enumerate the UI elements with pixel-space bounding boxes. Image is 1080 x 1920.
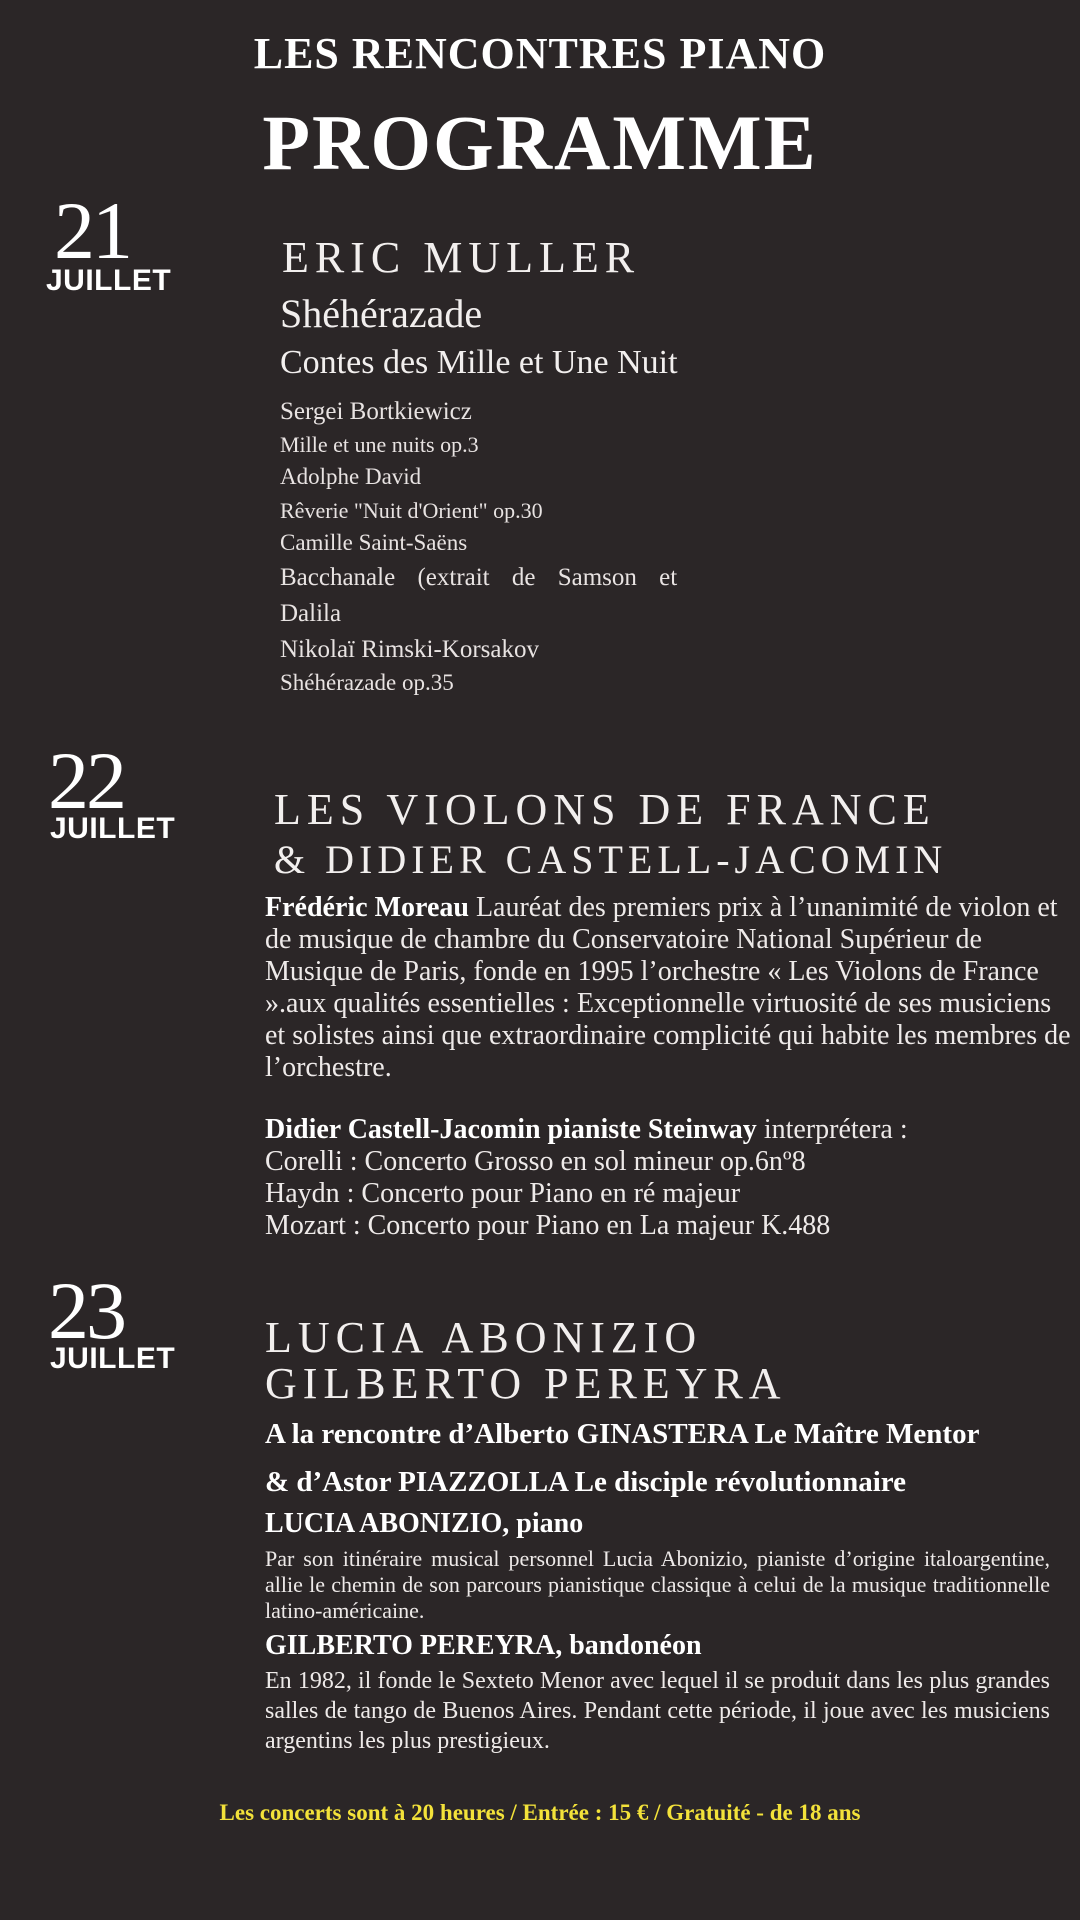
event-headline-1: A la rencontre d’Alberto GINASTERA Le Maître Mentor: [265, 1418, 980, 1450]
soloist-intro: interprétera :: [763, 1114, 908, 1145]
event-subtitle: Contes des Mille et Une Nuit: [280, 344, 678, 381]
performer-title: LUCIA ABONIZIO, piano: [265, 1508, 584, 1539]
page-title: PROGRAMME: [262, 99, 818, 186]
performer-bio: Lauréat des premiers prix à l’unanimité de violon et de musique de chambre du Conservatoire National Supérieur de Musique de Paris, fonde en 1995 l’orchestre « Les Violons de France ».aux qualités essentielles : Exceptionnelle virtuosité de ses musiciens et solistes ainsi que extraordinaire complicité qui habite les membres de l’orchestre.: [265, 892, 1071, 1083]
performer-name: Frédéric Moreau: [265, 892, 469, 923]
event-artist: ERIC MULLER: [282, 233, 641, 282]
event-day: 22: [48, 735, 124, 826]
event-artist-line2: GILBERTO PEREYRA: [265, 1359, 787, 1408]
performer-bio: Par son itinéraire musical personnel Lucia Abonizio, pianiste d’origine italoargentine, allie le chemin de son parcours pianistique classique à celui de la musique traditionnelle latino-américaine.: [265, 1546, 1050, 1623]
event-day: 21: [54, 185, 130, 276]
event-title: Shéhérazade: [280, 291, 483, 336]
event-month: JUILLET: [46, 264, 172, 297]
program-line: Sergei Bortkiewicz: [280, 398, 472, 425]
event-month: JUILLET: [50, 1342, 176, 1375]
program-line: Bacchanale (extrait de Samson et: [280, 564, 678, 591]
program-line: Camille Saint-Saëns: [280, 530, 468, 555]
event-program: [280, 398, 710, 700]
event-headline-2: & d’Astor PIAZZOLLA Le disciple révolutionnaire: [265, 1466, 906, 1498]
event-artist-line1: LES VIOLONS DE FRANCE: [274, 785, 936, 834]
event-works: [265, 1146, 1055, 1242]
program-line: Rêverie "Nuit d'Orient" op.30: [280, 498, 543, 523]
footer-info: Les concerts sont à 20 heures / Entrée : 15 € / Gratuité - de 18 ans: [219, 1800, 861, 1825]
header-title: LES RENCONTRES PIANO: [253, 29, 827, 78]
work-item: Haydn : Concerto pour Piano en ré majeur: [265, 1178, 741, 1209]
program-line: Nikolaï Rimski-Korsakov: [280, 636, 540, 663]
program-line: Dalila: [280, 600, 342, 627]
performer-title: GILBERTO PEREYRA, bandonéon: [265, 1630, 702, 1661]
program-line: Adolphe David: [280, 464, 422, 489]
event-program-intro: [265, 1114, 1055, 1146]
program-line: Shéhérazade op.35: [280, 670, 454, 695]
event-month: JUILLET: [50, 812, 176, 845]
soloist-name: Didier Castell-Jacomin pianiste Steinway: [265, 1114, 757, 1145]
event-description: [265, 892, 1073, 1084]
program-line: Mille et une nuits op.3: [280, 432, 479, 457]
work-item: Mozart : Concerto pour Piano en La majeur K.488: [265, 1210, 831, 1241]
event-artist-line2: & DIDIER CASTELL-JACOMIN: [274, 837, 948, 882]
event-day: 23: [48, 1265, 124, 1356]
event-artist-line1: LUCIA ABONIZIO: [265, 1313, 703, 1362]
performer-bio: En 1982, il fonde le Sexteto Menor avec lequel il se produit dans les plus grandes salles de tango de Buenos Aires. Pendant cette période, il joue avec les musiciens argentins les plus prestigieux.: [265, 1668, 1050, 1754]
work-item: Corelli : Concerto Grosso en sol mineur op.6nº8: [265, 1146, 806, 1177]
